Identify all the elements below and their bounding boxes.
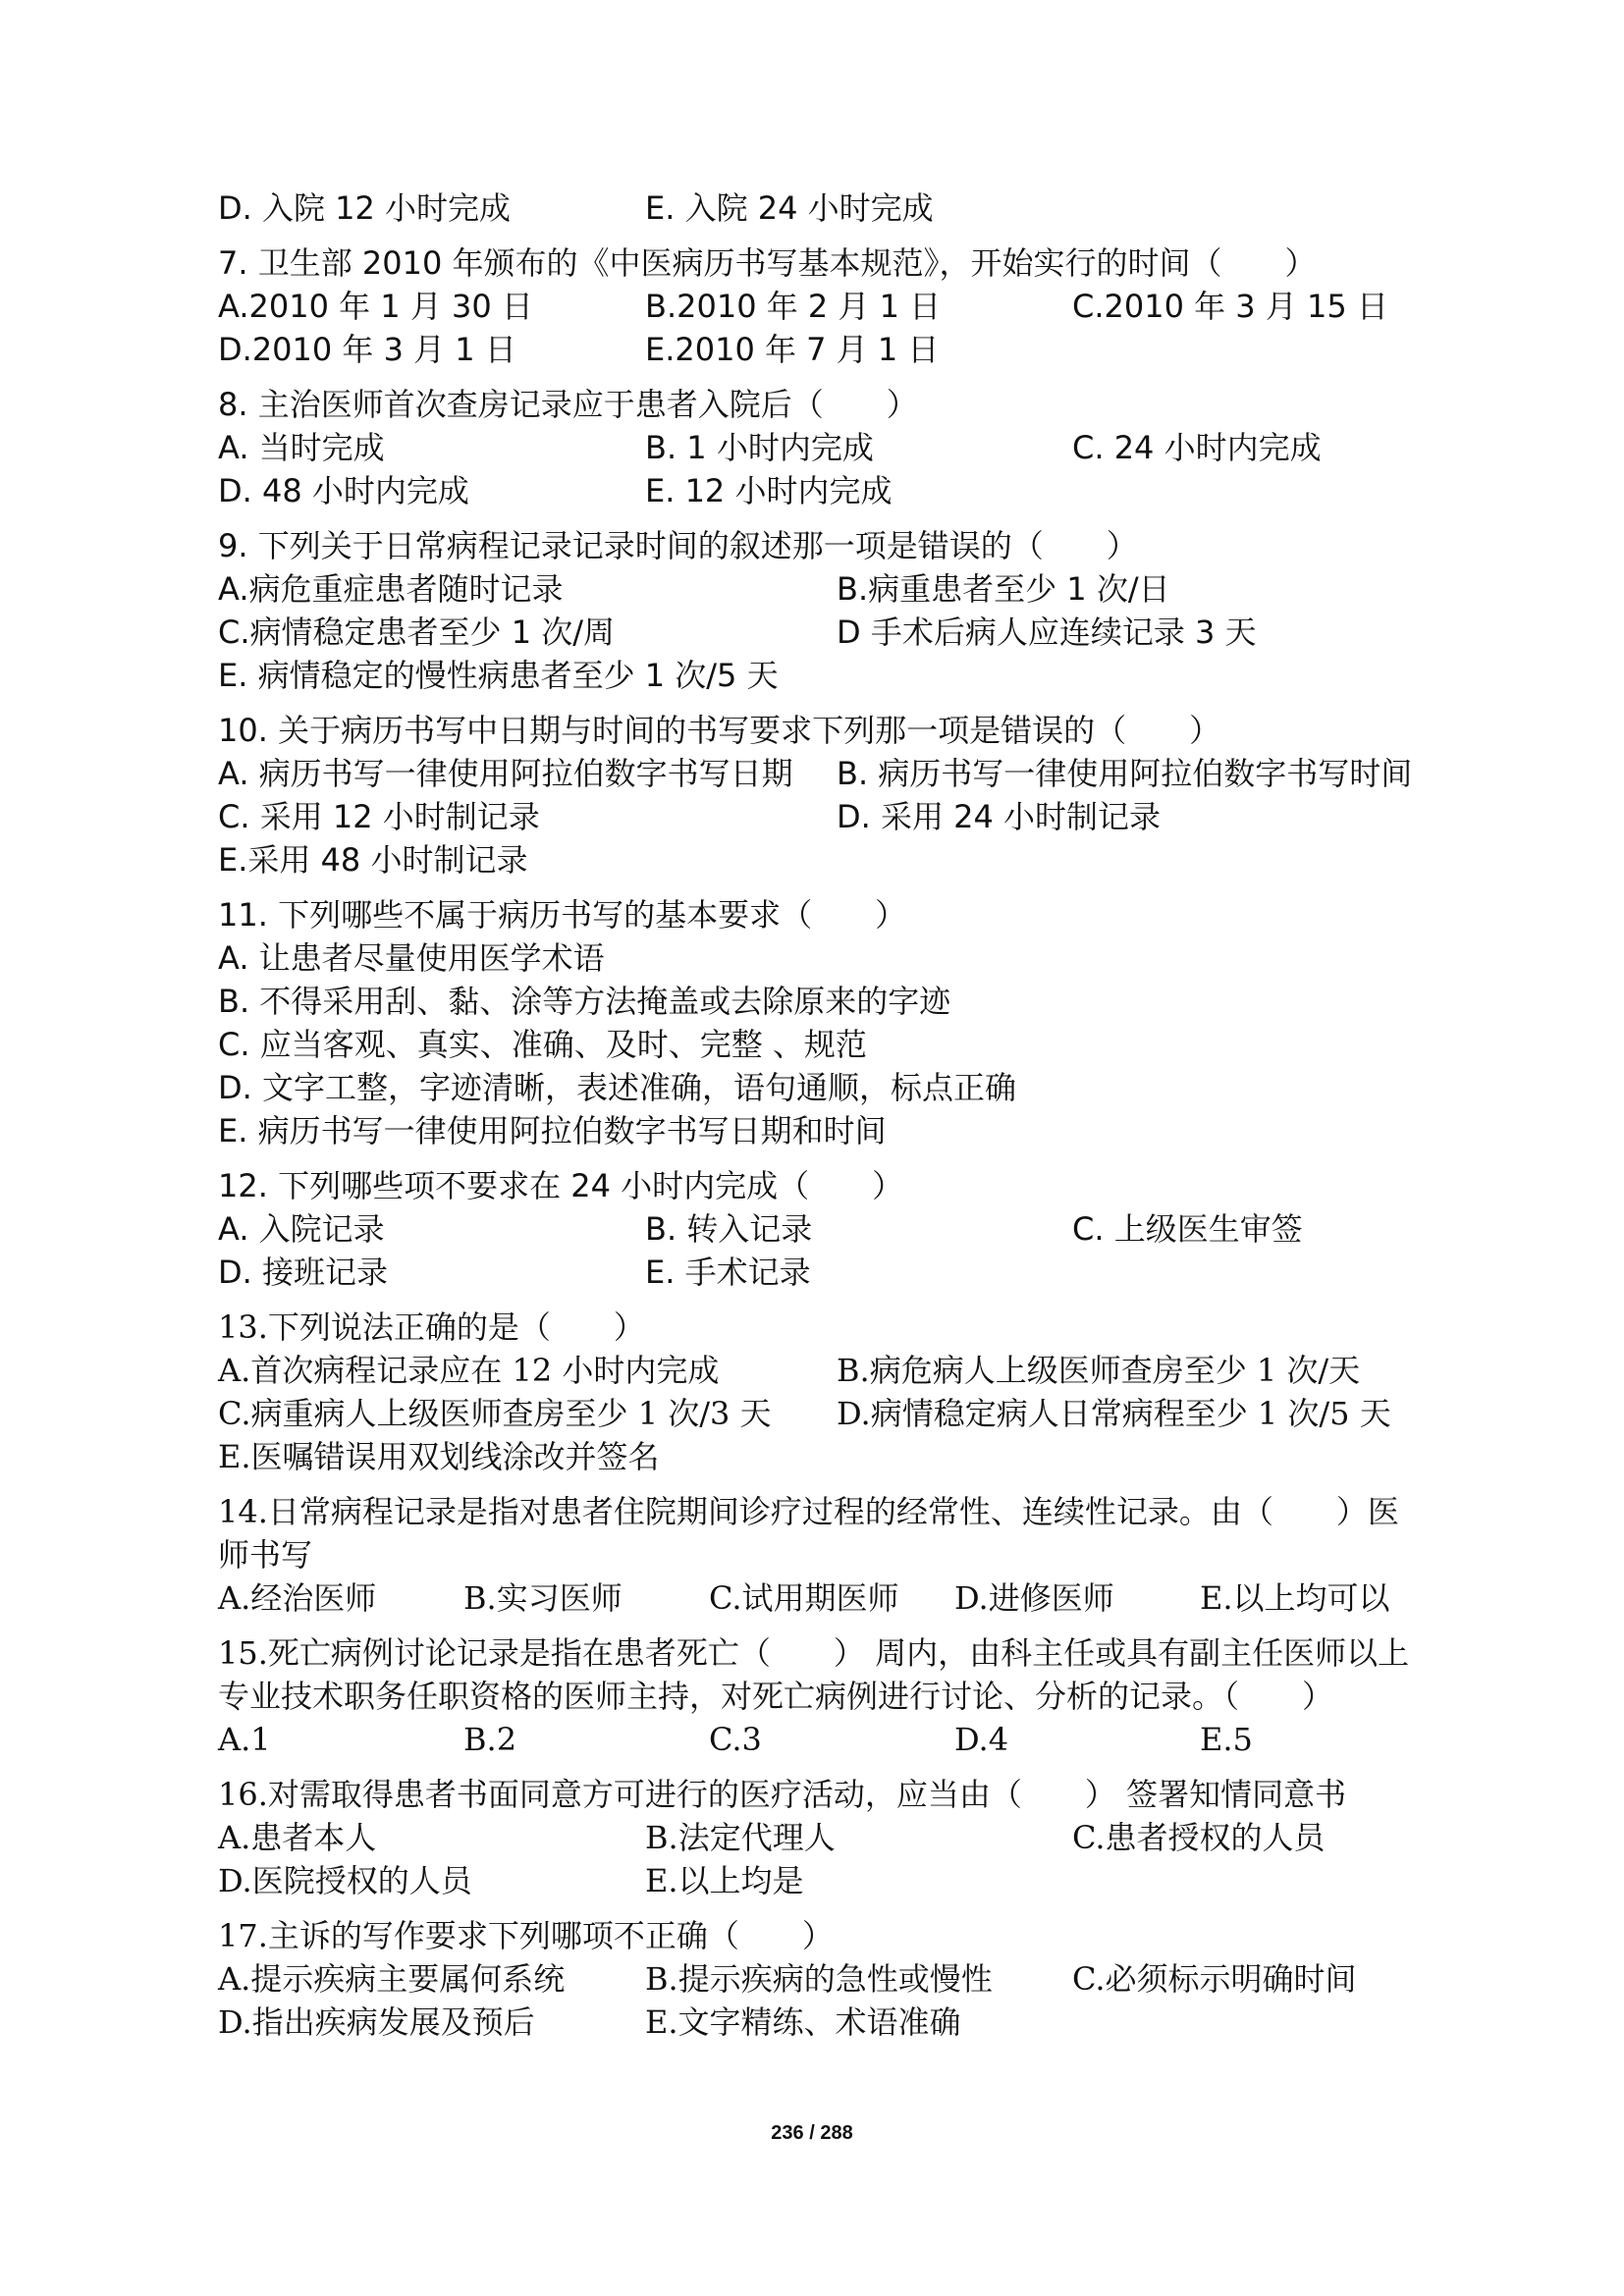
option-b: B. 不得采用刮、黏、涂等方法掩盖或去除原来的字迹 — [218, 983, 951, 1020]
option-c: C.3 — [709, 1721, 762, 1758]
option-c: C. 上级医生审签 — [1072, 1210, 1303, 1248]
option-e: E.以上均是 — [645, 1862, 804, 1899]
option-a: A.提示疾病主要属何系统 — [218, 1960, 566, 1998]
option-a: A.2010 年 1 月 30 日 — [218, 288, 533, 325]
option-a: A.首次病程记录应在 12 小时内完成 — [218, 1352, 720, 1389]
option-e: E.以上均可以 — [1200, 1579, 1390, 1617]
question-stem: 16.对需取得患者书面同意方可进行的医疗活动，应当由（ ） 签署知情同意书 — [218, 1776, 1347, 1813]
options — [218, 1576, 1426, 1620]
question-6-tail — [218, 187, 1426, 230]
option-a: A.1 — [218, 1721, 271, 1758]
option-d: D.病情稳定病人日常病程至少 1 次/5 天 — [837, 1395, 1391, 1432]
question-stem: 11. 下列哪些不属于病历书写的基本要求（ ） — [218, 896, 907, 934]
options — [218, 1349, 1426, 1478]
option-a: A. 当时完成 — [218, 429, 385, 466]
question-stem: 10. 关于病历书写中日期与时间的书写要求下列那一项是错误的（ ） — [218, 712, 1221, 749]
option-c: C.病情稳定患者至少 1 次/周 — [218, 614, 616, 651]
option-d: D.进修医师 — [954, 1579, 1114, 1617]
option-b: B.病危病人上级医师查房至少 1 次/天 — [837, 1352, 1361, 1389]
options — [218, 752, 1426, 881]
option-e: E. 入院 24 小时完成 — [645, 189, 934, 227]
option-e: E.采用 48 小时制记录 — [218, 841, 528, 879]
option-a: A.病危重症患者随时记录 — [218, 570, 564, 608]
option-d: D. 接班记录 — [218, 1254, 388, 1291]
options — [218, 1207, 1426, 1294]
question-stem: 13.下列说法正确的是（ ） — [218, 1308, 645, 1346]
option-d: D. 48 小时内完成 — [218, 472, 469, 509]
option-c: C. 应当客观、真实、准确、及时、完整 、规范 — [218, 1026, 867, 1063]
option-b: B. 转入记录 — [645, 1210, 813, 1248]
option-e: E.2010 年 7 月 1 日 — [645, 331, 940, 368]
question-17 — [218, 1914, 1426, 2044]
option-c: C.试用期医师 — [709, 1579, 899, 1617]
option-c: C.病重病人上级医师查房至少 1 次/3 天 — [218, 1395, 772, 1432]
question-13 — [218, 1306, 1426, 1478]
options — [218, 426, 1426, 512]
option-d: D 手术后病人应连续记录 3 天 — [837, 614, 1257, 651]
option-a: A.经治医师 — [218, 1579, 377, 1617]
question-15 — [218, 1631, 1426, 1761]
option-d: D.指出疾病发展及预后 — [218, 2003, 535, 2041]
options — [218, 1816, 1426, 1902]
question-10 — [218, 709, 1426, 881]
option-e: E. 12 小时内完成 — [645, 472, 893, 509]
question-stem: 17.主诉的写作要求下列哪项不正确（ ） — [218, 1917, 834, 1954]
option-d: D. 文字工整，字迹清晰，表述准确，语句通顺，标点正确 — [218, 1069, 1016, 1106]
question-stem: 7. 卫生部 2010 年颁布的《中医病历书写基本规范》，开始实行的时间（ ） — [218, 244, 1317, 282]
question-11 — [218, 893, 1426, 1152]
option-b: B.提示疾病的急性或慢性 — [645, 1960, 993, 1998]
option-b: B.2010 年 2 月 1 日 — [645, 288, 942, 325]
option-e: E.文字精练、术语准确 — [645, 2003, 961, 2041]
option-a: A. 入院记录 — [218, 1210, 385, 1248]
option-b: B.实习医师 — [463, 1579, 623, 1617]
option-c: C. 采用 12 小时制记录 — [218, 798, 540, 835]
options — [218, 1957, 1426, 2044]
option-a: A. 病历书写一律使用阿拉伯数字书写日期 — [218, 755, 793, 792]
option-c: C.2010 年 3 月 15 日 — [1072, 288, 1388, 325]
question-12 — [218, 1164, 1426, 1294]
option-d: D. 采用 24 小时制记录 — [837, 798, 1162, 835]
option-c: C.必须标示明确时间 — [1072, 1960, 1357, 1998]
option-e: E. 病情稳定的慢性病患者至少 1 次/5 天 — [218, 657, 779, 694]
option-d: D.医院授权的人员 — [218, 1862, 472, 1899]
option-e: E.5 — [1200, 1721, 1253, 1758]
option-c: C.患者授权的人员 — [1072, 1819, 1326, 1856]
options — [218, 567, 1426, 697]
question-list — [218, 187, 1426, 2056]
question-stem: 9. 下列关于日常病程记录记录时间的叙述那一项是错误的（ ） — [218, 527, 1138, 564]
question-stem: 14.日常病程记录是指对患者住院期间诊疗过程的经常性、连续性记录。由（ ）医师书写 — [218, 1493, 1399, 1574]
page-number: 236 / 288 — [771, 2122, 853, 2144]
options — [218, 1718, 1426, 1761]
question-9 — [218, 524, 1426, 697]
question-14 — [218, 1490, 1426, 1620]
options — [218, 285, 1426, 371]
option-a: A.患者本人 — [218, 1819, 377, 1856]
option-b: B. 1 小时内完成 — [645, 429, 874, 466]
options — [218, 187, 1426, 230]
question-16 — [218, 1773, 1426, 1902]
option-e: E.医嘱错误用双划线涂改并签名 — [218, 1438, 660, 1475]
question-stem: 12. 下列哪些项不要求在 24 小时内完成（ ） — [218, 1167, 904, 1204]
option-b: B.病重患者至少 1 次/日 — [837, 570, 1170, 608]
option-e: E. 病历书写一律使用阿拉伯数字书写日期和时间 — [218, 1112, 887, 1149]
option-e: E. 手术记录 — [645, 1254, 811, 1291]
option-a: A. 让患者尽量使用医学术语 — [218, 939, 605, 977]
option-c: C. 24 小时内完成 — [1072, 429, 1322, 466]
question-8 — [218, 383, 1426, 512]
option-b: B.法定代理人 — [645, 1819, 836, 1856]
question-stem: 15.死亡病例讨论记录是指在患者死亡（ ） 周内，由科主任或具有副主任医师以上专业技术职务任职资格的医师主持，对死亡病例进行讨论、分析的记录。（ ） — [218, 1634, 1410, 1715]
option-b: B.2 — [463, 1721, 517, 1758]
options — [218, 936, 1426, 1152]
question-7 — [218, 241, 1426, 371]
option-b: B. 病历书写一律使用阿拉伯数字书写时间 — [837, 755, 1413, 792]
question-stem: 8. 主治医师首次查房记录应于患者入院后（ ） — [218, 386, 918, 423]
option-d: D.4 — [954, 1721, 1009, 1758]
option-d: D.2010 年 3 月 1 日 — [218, 331, 516, 368]
option-d: D. 入院 12 小时完成 — [218, 189, 512, 227]
